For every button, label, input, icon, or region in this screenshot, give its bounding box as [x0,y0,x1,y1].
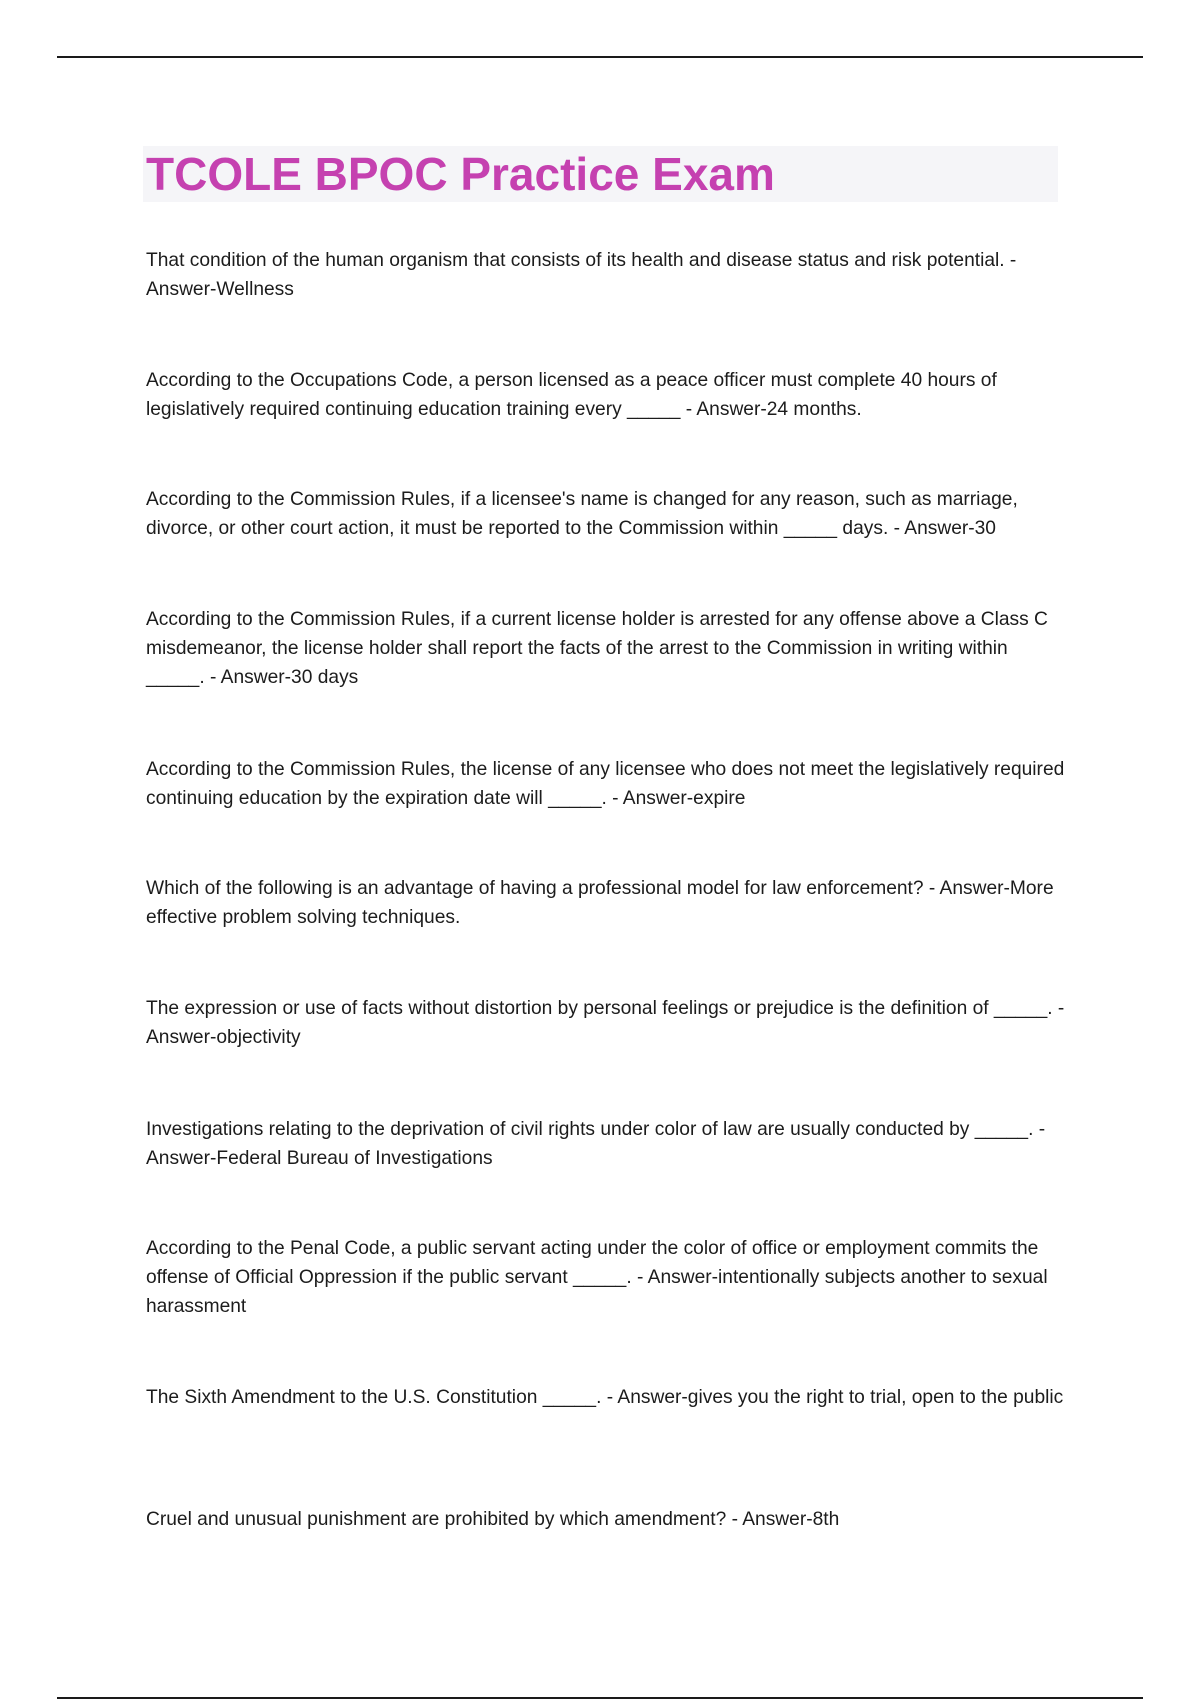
qa-item: Which of the following is an advantage of having a professional model for law enforcement? - Answer-More effective problem solving techniques. [146,878,1054,928]
qa-item: According to the Commission Rules, the license of any licensee who does not meet the legislatively required continuing education by the expiration date will _____. - Answer-expire [146,759,1065,809]
qa-item: Cruel and unusual punishment are prohibited by which amendment? - Answer-8th [146,1509,840,1530]
page-bottom-rule [57,1697,1143,1699]
page-top-rule [57,56,1143,58]
qa-item: According to the Commission Rules, if a current license holder is arrested for any offense above a Class C misdemeanor, the license holder shall report the facts of the arrest to the Commission in writing within _____. - Answer-30 days [146,609,1048,688]
qa-item: According to the Commission Rules, if a licensee's name is changed for any reason, such as marriage, divorce, or other court action, it must be reported to the Commission within _____ days. - Answer-30 [146,489,1018,539]
page-title: TCOLE BPOC Practice Exam [146,148,775,200]
qa-item: Investigations relating to the deprivation of civil rights under color of law are usually conducted by _____. - Answer-Federal Bureau of Investigations [146,1119,1046,1169]
qa-item: According to the Penal Code, a public servant acting under the color of office or employment commits the offense of Official Oppression if the public servant _____. - Answer-intentionally subjects another to sexual harassment [146,1238,1048,1317]
qa-item: The expression or use of facts without distortion by personal feelings or prejudice is the definition of _____. - Answer-objectivity [146,998,1065,1048]
qa-item: That condition of the human organism that consists of its health and disease status and risk potential. - Answer-Wellness [146,250,1017,300]
qa-item: The Sixth Amendment to the U.S. Constitution _____. - Answer-gives you the right to trial, open to the public [146,1387,1064,1408]
qa-item: According to the Occupations Code, a person licensed as a peace officer must complete 40 hours of legislatively required continuing education training every _____ - Answer-24 months. [146,370,997,420]
